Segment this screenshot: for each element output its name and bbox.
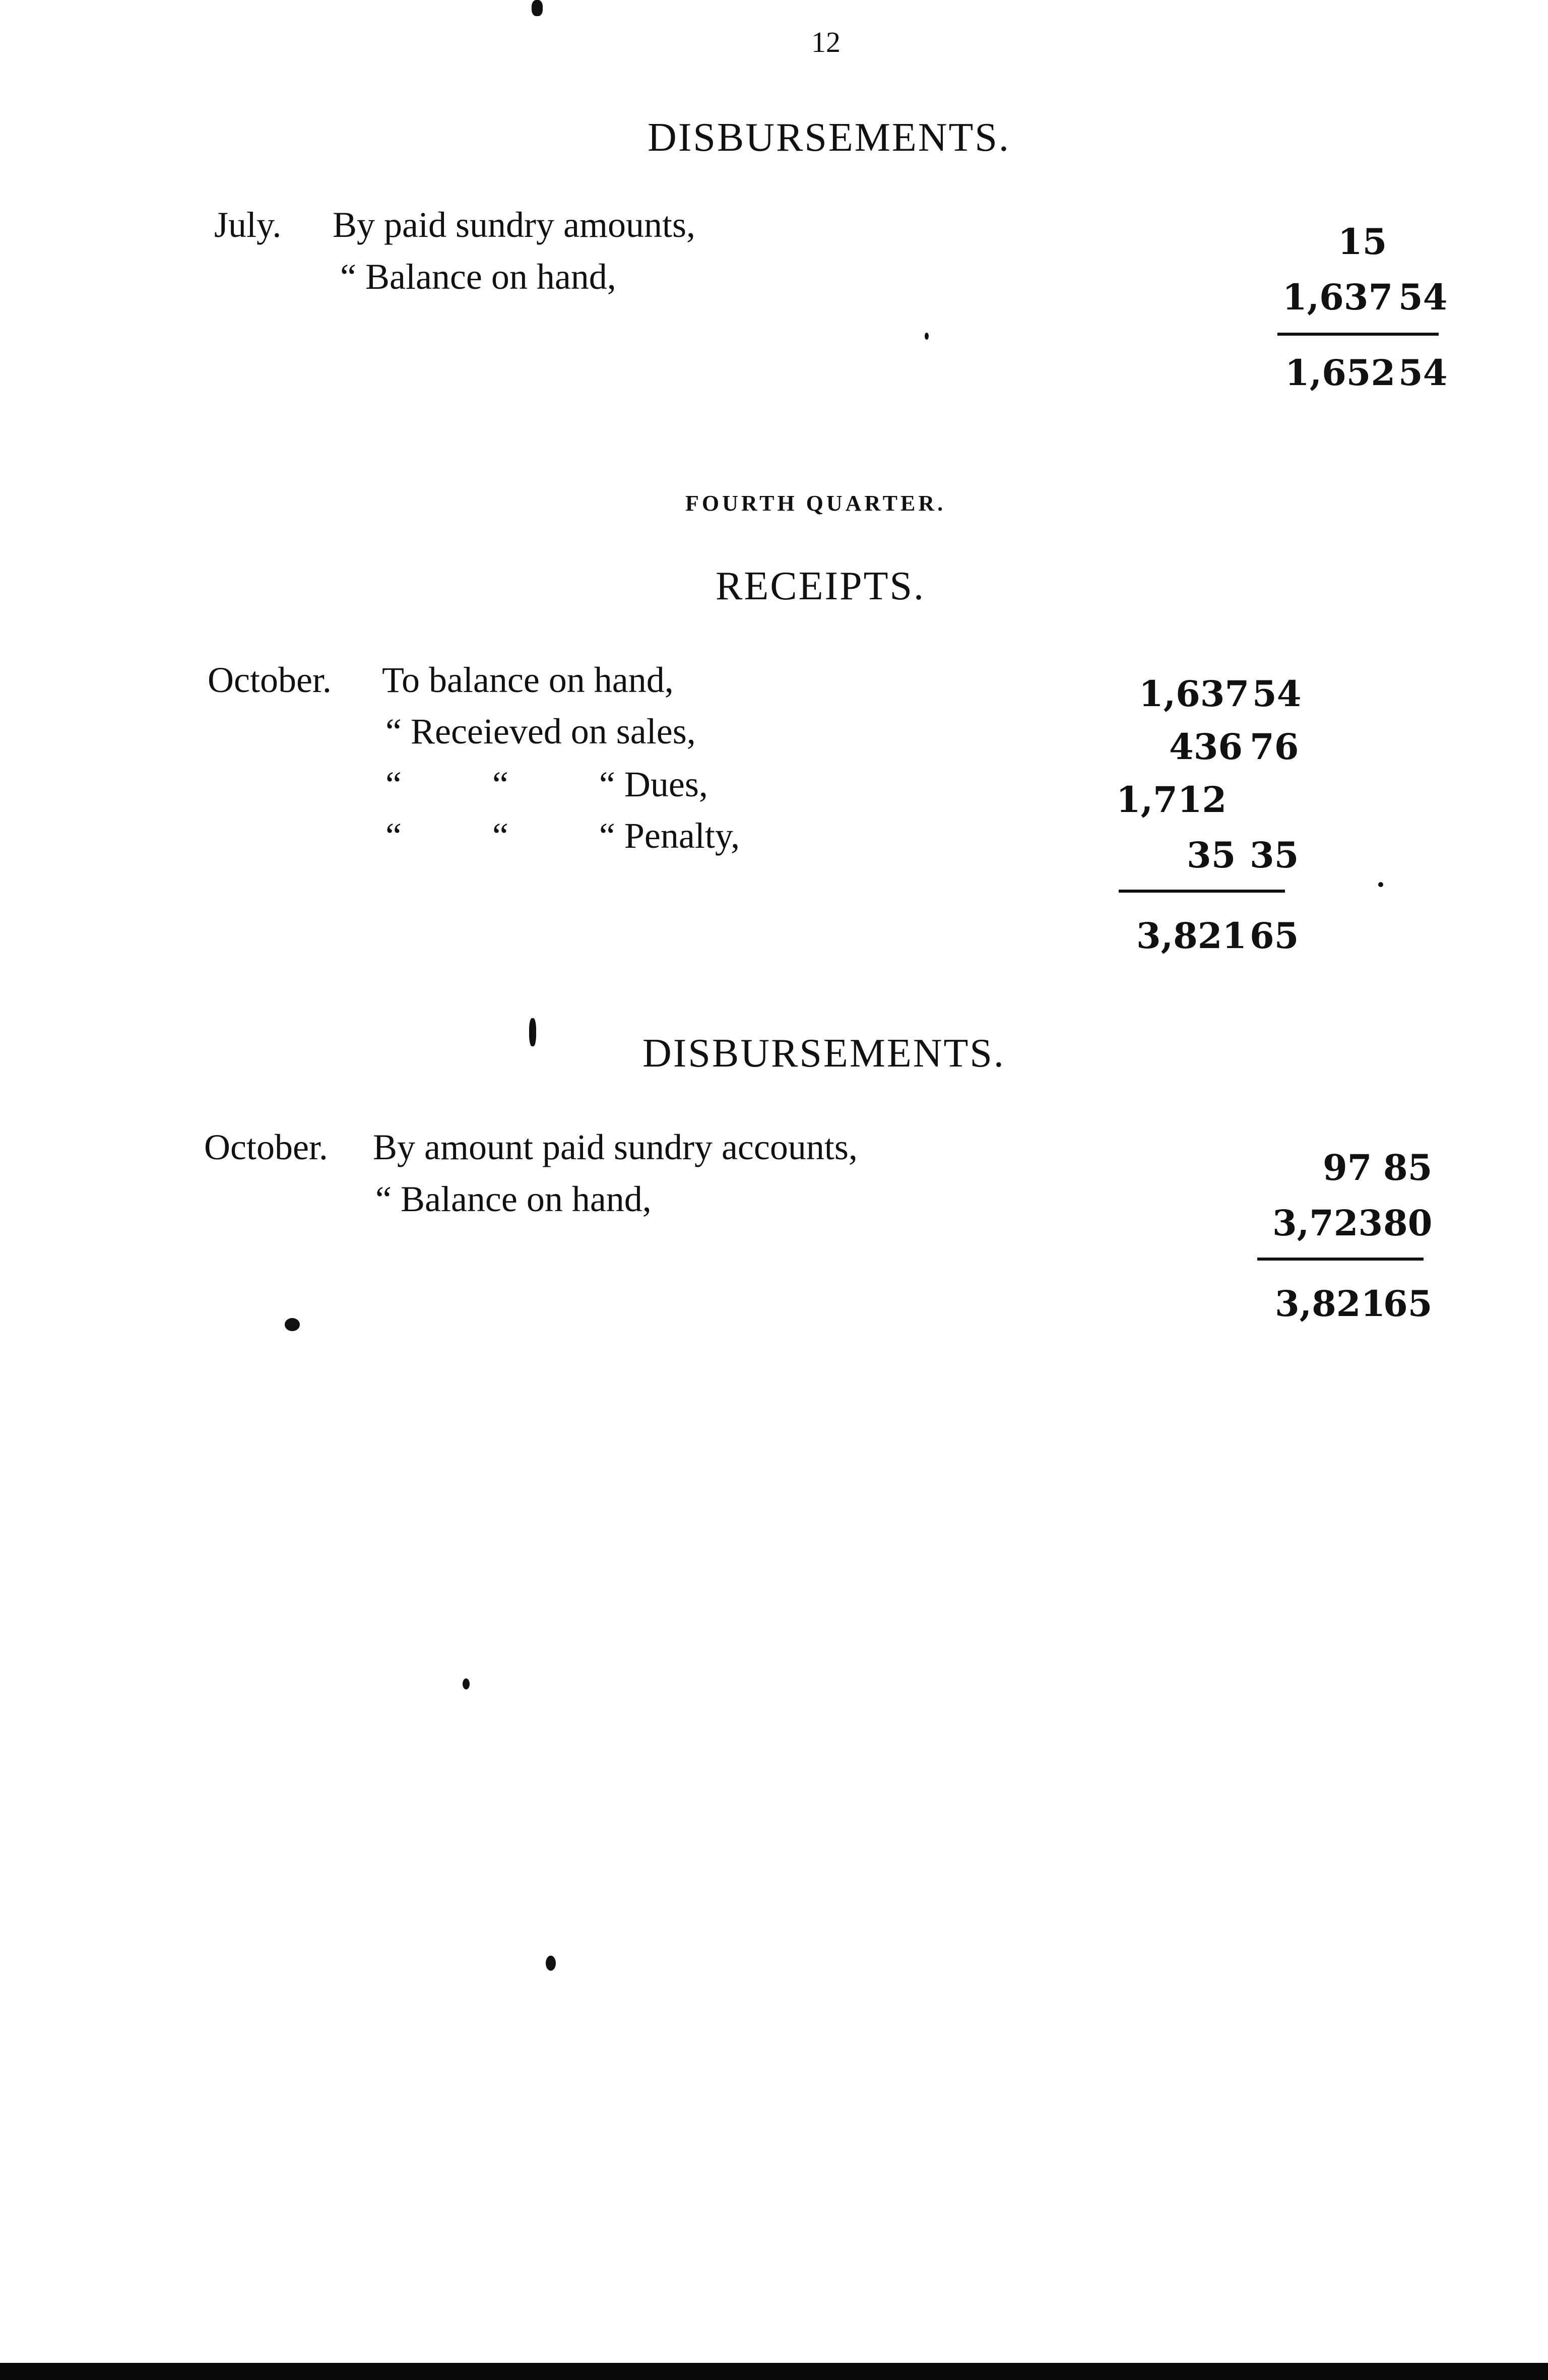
fourth-quarter-label: FOURTH QUARTER.	[685, 491, 946, 516]
row-description: “ “ “ Dues,	[385, 764, 708, 804]
row-dollars: 1,637	[1282, 276, 1393, 318]
disbursements-heading-october: DISBURSEMENTS.	[642, 1031, 1005, 1076]
total-rule	[1257, 1258, 1424, 1261]
row-dollars: 97	[1323, 1147, 1372, 1188]
row-date: October.	[204, 1127, 328, 1167]
row-cents: 85	[1383, 1147, 1433, 1188]
row-date: October.	[208, 660, 332, 700]
row-description: “ Balance on hand,	[340, 257, 616, 297]
row-cents: 35	[1250, 834, 1299, 876]
row-description: “ “ “ Penalty,	[385, 816, 740, 856]
disbursements-heading-july: DISBURSEMENTS.	[648, 115, 1010, 160]
total-rule	[1277, 333, 1439, 336]
ink-mark	[285, 1318, 300, 1331]
row-dollars: 15	[1338, 221, 1387, 263]
ink-mark	[529, 1018, 536, 1046]
ink-mark	[546, 1956, 556, 1971]
total-dollars: 1,652	[1285, 352, 1396, 394]
row-dollars: 3,723	[1272, 1202, 1383, 1244]
ink-mark	[463, 1678, 470, 1689]
ink-mark	[1378, 882, 1383, 887]
page-number: 12	[811, 26, 841, 58]
total-cents: 65	[1250, 915, 1299, 957]
row-dollars: 35	[1187, 834, 1236, 876]
total-cents: 65	[1383, 1283, 1433, 1325]
row-description: To balance on hand,	[382, 660, 674, 700]
receipts-heading: RECEIPTS.	[716, 564, 925, 608]
row-description: By amount paid sundry accounts,	[373, 1127, 858, 1167]
row-description: “ Receieved on sales,	[385, 711, 696, 751]
row-description: “ Balance on hand,	[375, 1179, 652, 1219]
row-dollars: 1,712	[1116, 779, 1227, 821]
ink-mark	[925, 333, 929, 340]
row-dollars: 436	[1169, 726, 1243, 768]
row-cents: 80	[1383, 1202, 1433, 1244]
row-cents: 54	[1252, 673, 1302, 715]
page-bottom-edge	[0, 2363, 1548, 2380]
total-rule	[1119, 890, 1285, 893]
row-cents: 54	[1398, 276, 1448, 318]
ink-mark	[532, 0, 543, 16]
row-dollars: 1,637	[1139, 673, 1250, 715]
total-cents: 54	[1398, 352, 1448, 394]
row-date: July.	[214, 205, 282, 245]
row-description: By paid sundry amounts,	[333, 205, 695, 245]
total-dollars: 3,821	[1136, 915, 1247, 957]
row-cents: 76	[1250, 726, 1299, 768]
total-dollars: 3,821	[1275, 1283, 1386, 1325]
